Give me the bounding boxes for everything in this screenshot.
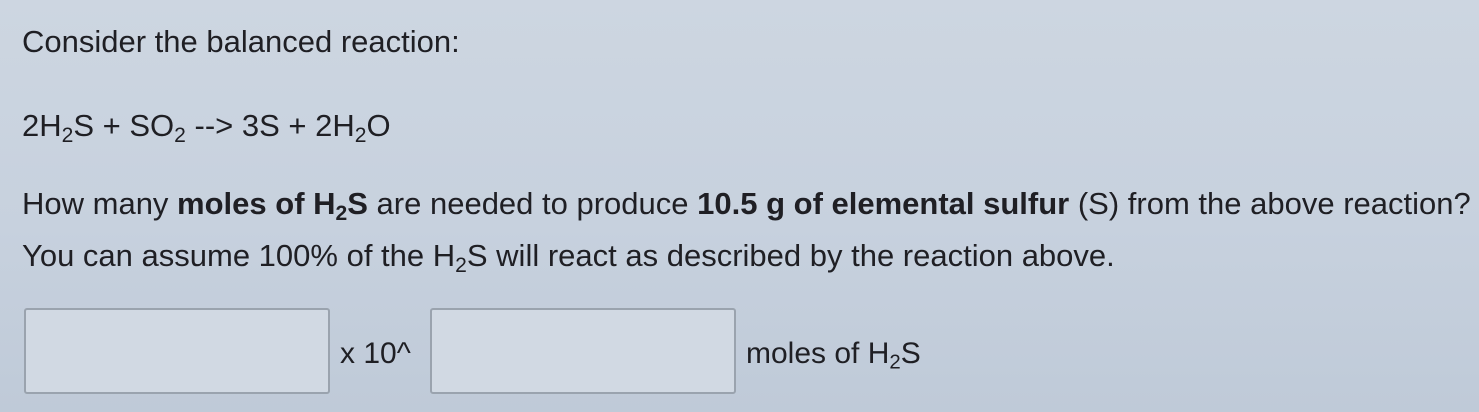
balanced-equation <box>22 104 391 148</box>
units-label <box>746 336 921 372</box>
eq-subscript: 2 <box>61 123 74 147</box>
eq-subscript: 2 <box>174 123 186 147</box>
answer-row <box>24 308 984 398</box>
question-text-part: are needed to produce <box>367 186 698 221</box>
question-text <box>22 178 1472 282</box>
times-ten-label: x 10^ <box>340 337 411 370</box>
question-text-part: How many <box>22 186 178 221</box>
question-subscript: 2 <box>335 201 348 225</box>
question-text-part: (S) from the above reaction? You can assume 100% of the H <box>22 186 1471 273</box>
units-subscript: 2 <box>889 351 901 374</box>
eq-subscript: 2 <box>354 123 367 147</box>
coefficient-input[interactable] <box>24 308 330 394</box>
units-label-text: S <box>900 337 921 370</box>
question-bold <box>177 186 368 225</box>
eq-part: --> 3S + 2H <box>185 108 355 143</box>
units-label-text: moles of H <box>746 337 890 370</box>
eq-part: S + SO <box>73 108 175 143</box>
exponent-input[interactable] <box>430 308 736 394</box>
question-intro: Consider the balanced reaction: <box>22 24 460 59</box>
eq-part: O <box>366 108 391 143</box>
question-bold-part: moles of H <box>177 186 336 221</box>
question-text-part: S will react as described by the reaction above. <box>466 238 1115 273</box>
question-subscript: 2 <box>455 253 467 277</box>
eq-part: 2H <box>22 108 62 143</box>
question-bold-part: S <box>347 186 368 221</box>
question-bold-mass: 10.5 g of elemental sulfur <box>697 186 1070 221</box>
